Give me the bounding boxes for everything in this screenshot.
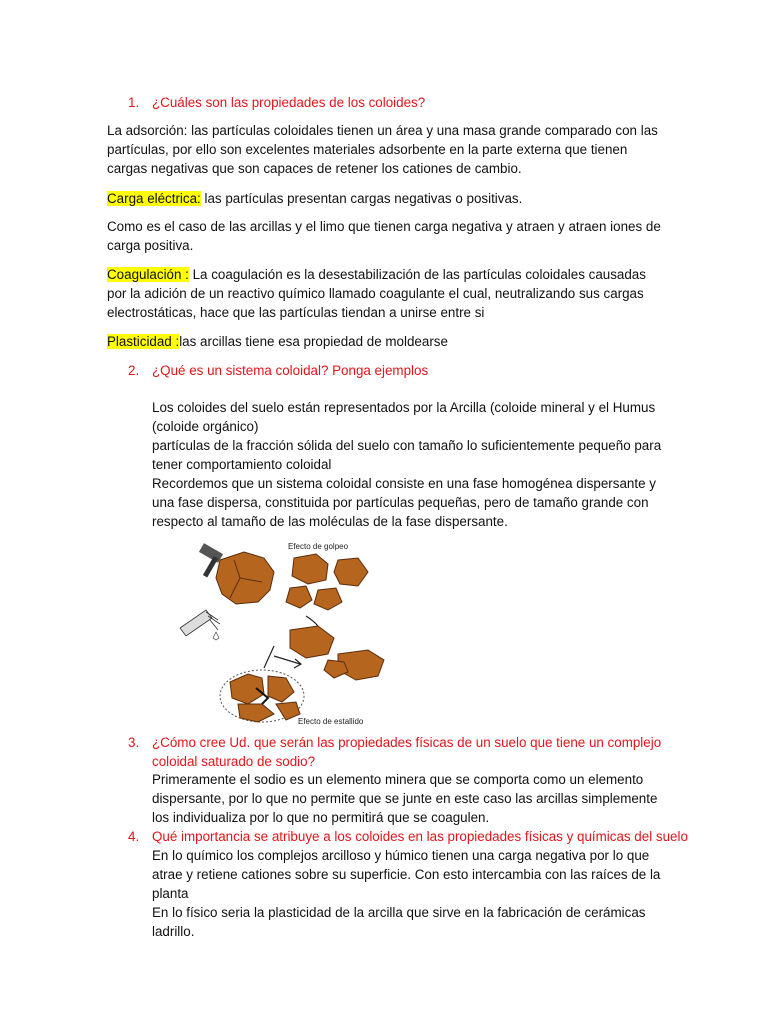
- carga-text: las partículas presentan cargas negativas o positivas.: [200, 191, 523, 206]
- figure-label-bottom: Efecto de estallido: [298, 717, 364, 726]
- large-clod-top: [216, 552, 274, 604]
- q4-number: 4.: [128, 829, 140, 844]
- adsorcion-paragraph: La adsorción: las partículas coloidales tienen un área y una masa grande comparado con las partículas, por ello son excelentes materiales adsorbente en la parte externa que tienen cargas negativas que son capaces de retener los cationes de cambio.: [107, 123, 658, 176]
- clod-middle-row: [290, 626, 384, 680]
- q4-answer: [152, 846, 672, 941]
- q2-line-1: Los coloides del suelo están representados por la Arcilla (coloide mineral y el Humus (coloide orgánico): [152, 400, 656, 434]
- q4-line-1: En lo químico los complejos arcilloso y húmico tienen una carga negativa por lo que atrae y retiene cationes sobre su superficie. Con esto intercambia con las raíces de la planta: [152, 848, 661, 901]
- carga-paragraph: [107, 189, 667, 208]
- q2-line-2: partículas de la fracción sólida del suelo con tamaño lo suficientemente pequeño para tener comportamiento coloidal: [152, 438, 662, 472]
- q3-answer: Primeramente el sodio es un elemento minera que se comporta como un elemento dispersante, por lo que no permite que se junte en este caso las arcillas simplemente los individualiza por lo que no permitirá que se coagulen.: [152, 772, 658, 825]
- q2-line-3: Recordemos que un sistema coloidal consiste en una fase homogénea dispersante y una fase dispersa, constituida por partículas pequeñas, pero de tamaño grande con respecto al tamaño de las moléculas de la fase dispersante.: [152, 476, 656, 529]
- q3-title: ¿Cómo cree Ud. que serán las propiedades físicas de un suelo que tiene un complejo coloidal saturado de sodio?: [152, 735, 662, 769]
- carga-label: Carga eléctrica:: [107, 191, 201, 206]
- q2-answer: [152, 398, 672, 531]
- coagulacion-label: Coagulación :: [107, 267, 189, 282]
- arcillas-paragraph: Como es el caso de las arcillas y el limo que tienen carga negativa y atraen y atraen iones de carga positiva.: [107, 219, 661, 253]
- figure-label-top: Efecto de golpeo: [288, 542, 349, 551]
- arrow-3-icon: [264, 646, 274, 668]
- q1-number: 1.: [128, 95, 140, 110]
- water-jet-icon: [180, 610, 220, 640]
- clod-fragments-top: [286, 554, 368, 610]
- q2-title: ¿Qué es un sistema coloidal? Ponga ejemplos: [152, 363, 429, 378]
- plasticidad-text: las arcillas tiene esa propiedad de moldearse: [179, 334, 448, 349]
- q4-title: Qué importancia se atribuye a los coloides en las propiedades físicas y químicas del suelo: [152, 829, 688, 844]
- coagulacion-paragraph: [107, 265, 667, 322]
- q4-line-2: En lo físico seria la plasticidad de la arcilla que sirve en la fabricación de cerámicas ladrillo.: [152, 905, 646, 939]
- q1-title: ¿Cuáles son las propiedades de los coloides?: [152, 95, 426, 110]
- exploding-clod: [220, 670, 304, 722]
- coagulacion-text: La coagulación es la desestabilización de las partículas coloidales causadas por la adición de un reactivo químico llamado coagulante el cual, neutralizando sus cargas electrostáticas, hace que las partículas tiendan a unirse entre si: [107, 267, 646, 320]
- soil-aggregate-figure: [178, 538, 410, 728]
- q2-number: 2.: [128, 363, 140, 378]
- plasticidad-paragraph: [107, 332, 667, 351]
- plasticidad-label: Plasticidad :: [107, 334, 180, 349]
- q3-number: 3.: [128, 735, 140, 750]
